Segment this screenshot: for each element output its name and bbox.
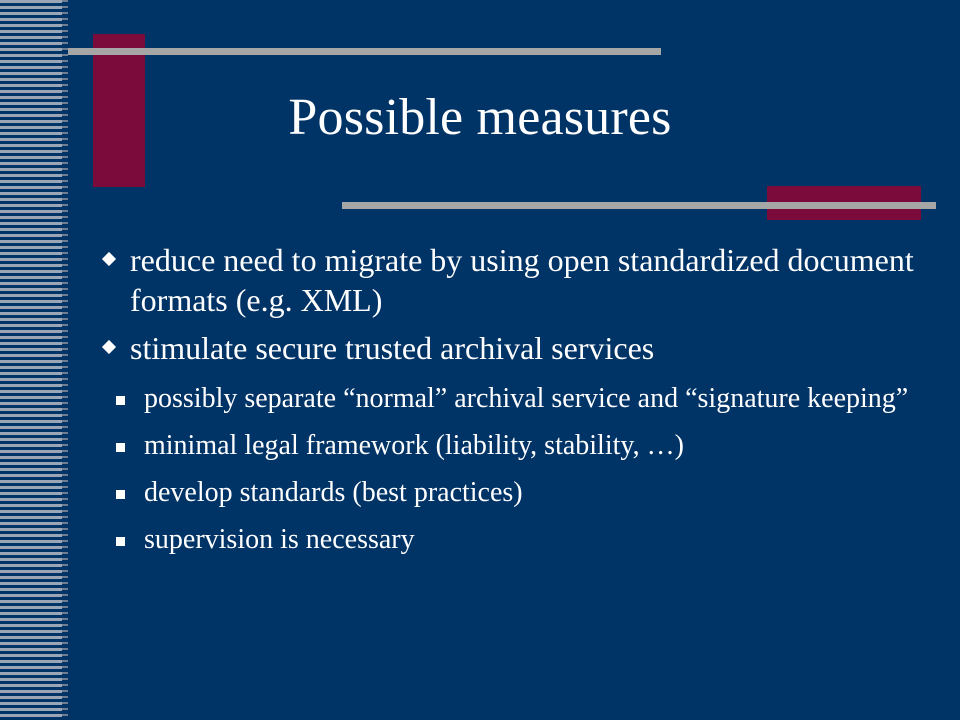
sub-bullet-text: supervision is necessary xyxy=(144,524,415,555)
bullet-item xyxy=(100,328,920,368)
sub-bullet-text: minimal legal framework (liability, stability, …) xyxy=(144,430,684,461)
left-stripe-decoration xyxy=(0,0,68,720)
diamond-bullet-icon xyxy=(102,252,116,266)
sub-bullet-item xyxy=(70,476,920,509)
slide-title: Possible measures xyxy=(288,89,672,146)
sub-bullet-item xyxy=(70,382,920,415)
slide-content xyxy=(100,240,920,570)
bullet-text: stimulate secure trusted archival services xyxy=(130,330,655,366)
sub-bullet-item xyxy=(70,429,920,462)
square-bullet-icon xyxy=(116,537,125,546)
bullet-text: reduce need to migrate by using open standardized document formats (e.g. XML) xyxy=(130,242,914,318)
gray-rule-middle xyxy=(342,202,936,209)
sub-bullet-text: possibly separate “normal” archival service and “signature keeping” xyxy=(144,383,909,414)
diamond-bullet-icon xyxy=(102,340,116,354)
gray-rule-top xyxy=(68,48,661,55)
bullet-item xyxy=(100,240,920,320)
square-bullet-icon xyxy=(116,443,125,452)
sub-bullet-text: develop standards (best practices) xyxy=(144,477,523,508)
sub-bullet-item xyxy=(70,523,920,556)
square-bullet-icon xyxy=(116,490,125,499)
square-bullet-icon xyxy=(116,396,125,405)
